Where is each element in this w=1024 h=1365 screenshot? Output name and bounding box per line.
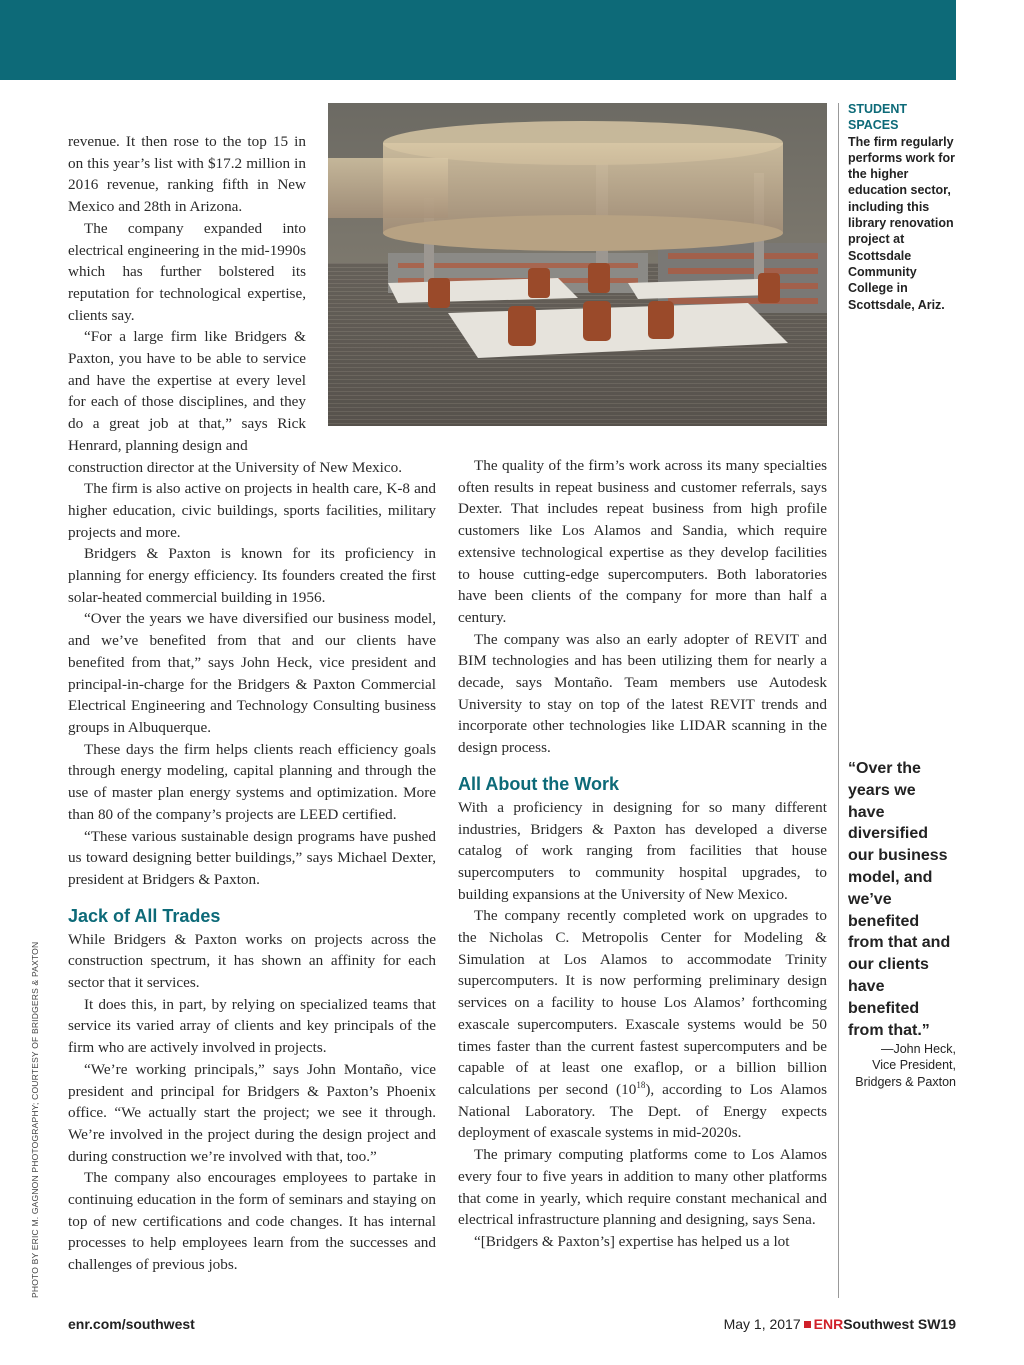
narrow-text-block xyxy=(68,131,306,457)
top-color-bar xyxy=(0,0,956,80)
paragraph: construction director at the University of New Mexico. xyxy=(68,458,403,476)
paragraph: Bridgers & Paxton is known for its proficiency in planning for energy efficiency. Its founders created the first solar-heated commercial building in 1956. xyxy=(68,545,436,606)
paragraph: revenue. It then rose to the top 15 in on this year’s list with $17.2 million in 2016 revenue, ranking fifth in New Mexico and 28th in Arizona. xyxy=(68,133,306,216)
footer-folio xyxy=(724,1316,956,1332)
text-run: ), according to Los Alamos National Laboratory. The Dept. of Energy expects deployment of exascale systems in mid-2020s. xyxy=(458,1080,827,1142)
paragraph: The firm is also active on projects in health care, K-8 and higher education, civic buildings, sports facilities, military projects and more. xyxy=(68,480,436,541)
paragraph: The quality of the firm’s work across its many specialties often results in repeat business and customer referrals, says Dexter. That includes repeat business from high profile customers like Los Alamos and Sandia, which require extensive technological expertise as they develop facilities to house cutting-edge supercomputers. Both laboratories have been clients of the company for more than half a century. xyxy=(458,457,827,626)
superscript: 18 xyxy=(636,1079,646,1090)
paragraph: “[Bridgers & Paxton’s] expertise has helped us a lot xyxy=(474,1232,790,1250)
paragraph: “For a large firm like Bridgers & Paxton, you have to be able to service and have the expertise at every level for each of those disciplines, and they do a great job at that,” says Rick Henrard, planning design and xyxy=(68,328,306,454)
article-column-1 xyxy=(68,131,436,1276)
paragraph: With a proficiency in designing for so many different industries, Bridgers & Paxton has developed a diverse catalog of work ranging from facilities that house supercomputers to community hospital upgrades, to building expansions at the University of New Mexico. xyxy=(458,798,827,903)
paragraph: It does this, in part, by relying on specialized teams that service its varied array of clients and key principals of the firm who are actively involved in projects. xyxy=(68,995,436,1057)
article-column-2 xyxy=(458,455,827,1253)
paragraph: The company expanded into electrical engineering in the mid-1990s which has further bolstered its reputation for technological expertise, clients say. xyxy=(68,219,306,324)
caption-text: The firm regularly performs work for the higher education sector, including this library renovation project at Scottsdale Community College in Scottsdale, Ariz. xyxy=(848,134,955,312)
pull-quote-attribution xyxy=(840,1041,956,1090)
brand-logo: ENR xyxy=(813,1316,844,1332)
section-heading: Jack of All Trades xyxy=(68,905,221,926)
paragraph: These days the firm helps clients reach efficiency goals through energy modeling, capital planning and through the use of master plan energy systems and optimization. More than 80 of the company’s projects are LEED certified. xyxy=(68,740,436,823)
paragraph: “We’re working principals,” says John Montaño, vice president and principal for Bridgers & Paxton’s Phoenix office. “We actually start the project; we see it through. We’re involved in the project during the design project and during construction we’re involved with that, too.” xyxy=(68,1060,436,1165)
pull-quote: “Over the years we have diversified our business model, and we’ve benefited from that and our clients have benefited from that.” xyxy=(848,760,951,1039)
paragraph: “Over the years we have diversified our business model, and we’ve benefited from that and our clients have benefited from that,” says John Heck, vice president and principal-in-charge for the Bridgers & Paxton Commercial Electrical Engineering and Technology Consulting business groups in Albuquerque. xyxy=(68,610,436,736)
paragraph: The company was also an early adopter of REVIT and BIM technologies and has been utilizing them for nearly a decade, says Montaño. Team members use Autodesk University to stay on top of the latest REVIT trends and incorporate other technologies like LIDAR scanning in the design process. xyxy=(458,630,827,757)
section-heading: All About the Work xyxy=(458,773,619,794)
column-divider xyxy=(838,103,839,1298)
paragraph xyxy=(458,905,827,1144)
right-margin xyxy=(956,0,1024,1365)
paragraph: While Bridgers & Paxton works on projects across the construction spectrum, it has shown an affinity for each sector that it services. xyxy=(68,930,436,992)
paragraph: The primary computing platforms come to Los Alamos every four to five years in addition to many other platforms that come in yearly, which require constant mechanical and electrical infrastructure planning and designing, says Sena. xyxy=(458,1146,827,1229)
photo-credit: PHOTO BY ERIC M. GAGNON PHOTOGRAPHY; COURTESY OF BRIDGERS & PAXTON xyxy=(30,941,40,1298)
square-bullet-icon xyxy=(804,1321,811,1328)
caption-title: STUDENT SPACES xyxy=(848,102,908,133)
issue-date: May 1, 2017 xyxy=(723,1316,801,1332)
attribution-line: Vice President, xyxy=(872,1058,956,1073)
attribution-line: Bridgers & Paxton xyxy=(855,1074,956,1089)
section-page: Southwest SW19 xyxy=(843,1316,956,1332)
footer-url: enr.com/southwest xyxy=(68,1316,195,1332)
text-run: The company recently completed work on upgrades to the Nicholas C. Metropolis Center for Modeling & Simulation at Los Alamos to accommodate Trinity supercomputers. It is now performing preliminary design services on a facility to house Los Alamos’ forthcoming exascale supercomputers. Exascale systems would be 50 times faster than the current fastest supercomputers and be capable of at least one exaflop, or a billion billion calculations per second (10 xyxy=(458,907,827,1098)
attribution-line: —John Heck, xyxy=(880,1042,956,1056)
photo-caption xyxy=(848,101,956,313)
paragraph: “These various sustainable design programs have pushed us toward designing better buildings,” says Michael Dexter, president at Bridgers & Paxton. xyxy=(68,827,436,888)
paragraph: The company also encourages employees to partake in continuing education in the form of seminars and staying on top of new certifications and code changes. It has internal processes to help employees learn from the successes and challenges of previous jobs. xyxy=(68,1169,436,1274)
